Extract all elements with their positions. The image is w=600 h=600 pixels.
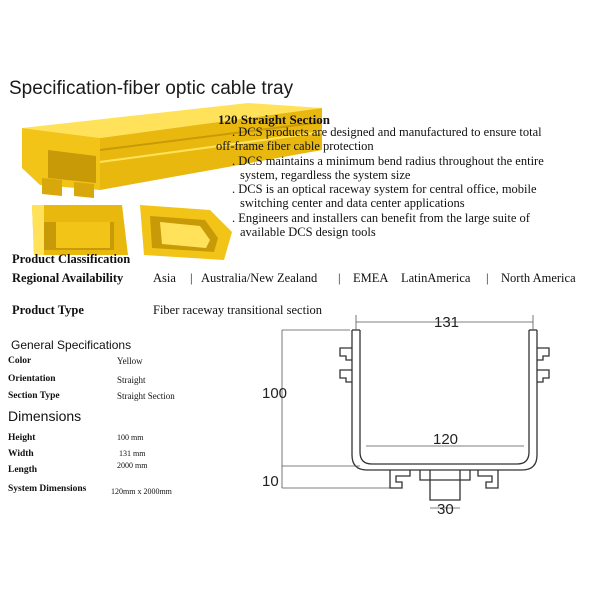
- dim-label-system-dimensions: System Dimensions: [8, 484, 87, 494]
- dim-label-width: Width: [8, 449, 34, 459]
- bullet-line: system, regardless the system size: [240, 168, 411, 182]
- page-title: Specification-fiber optic cable tray: [9, 78, 294, 99]
- dimensions-heading: Dimensions: [8, 408, 82, 424]
- region-separator: |: [338, 271, 341, 285]
- dim-label-length: Length: [8, 465, 38, 475]
- dim-label-120: 120: [433, 431, 459, 448]
- dim-label-height: Height: [8, 433, 36, 443]
- tray-end-view-photo: [32, 205, 128, 255]
- dim-value-system-dimensions: 120mm x 2000mm: [111, 487, 172, 496]
- region-australia-nz: Australia/New Zealand: [201, 271, 318, 285]
- dim-label-100: 100: [262, 385, 288, 402]
- dim-label-131: 131: [434, 314, 460, 331]
- dim-label-30: 30: [437, 501, 454, 518]
- dim-value-height: 100 mm: [117, 433, 144, 442]
- bullet-line: . DCS is an optical raceway system for central office, mobile: [232, 182, 537, 196]
- spec-label-orientation: Orientation: [8, 374, 56, 384]
- region-asia: Asia: [153, 271, 176, 285]
- bullet-line: available DCS design tools: [240, 225, 376, 239]
- product-type-label: Product Type: [12, 303, 84, 317]
- tray-side-view-photo: [140, 205, 232, 260]
- bullet-line: . Engineers and installers can benefit from the large suite of: [232, 211, 530, 225]
- spec-label-color: Color: [8, 356, 32, 366]
- dim-value-width: 131 mm: [119, 449, 146, 458]
- bullet-line: off-frame fiber cable protection: [216, 139, 374, 153]
- spec-value-orientation: Straight: [117, 375, 146, 385]
- dim-value-length: 2000 mm: [117, 461, 148, 470]
- region-separator: |: [190, 271, 193, 285]
- general-specs-heading: General Specifications: [11, 338, 132, 352]
- product-type-value: Fiber raceway transitional section: [153, 303, 323, 317]
- spec-label-section-type: Section Type: [8, 391, 60, 401]
- product-classification-heading: Product Classification: [12, 252, 131, 266]
- dim-label-10: 10: [262, 473, 279, 490]
- bullet-line: . DCS maintains a minimum bend radius throughout the entire: [232, 154, 544, 168]
- region-emea: EMEA: [353, 271, 389, 285]
- bullet-line: . DCS products are designed and manufactured to ensure total: [232, 125, 542, 139]
- region-separator: |: [486, 271, 489, 285]
- spec-value-color: Yellow: [117, 356, 143, 366]
- section-title: 120 Straight Section: [218, 112, 330, 127]
- region-north-america: North America: [501, 271, 576, 285]
- region-latin-america: LatinAmerica: [401, 271, 471, 285]
- bullet-line: switching center and data center applications: [240, 196, 465, 210]
- regional-availability-label: Regional Availability: [12, 271, 124, 285]
- spec-value-section-type: Straight Section: [117, 391, 175, 401]
